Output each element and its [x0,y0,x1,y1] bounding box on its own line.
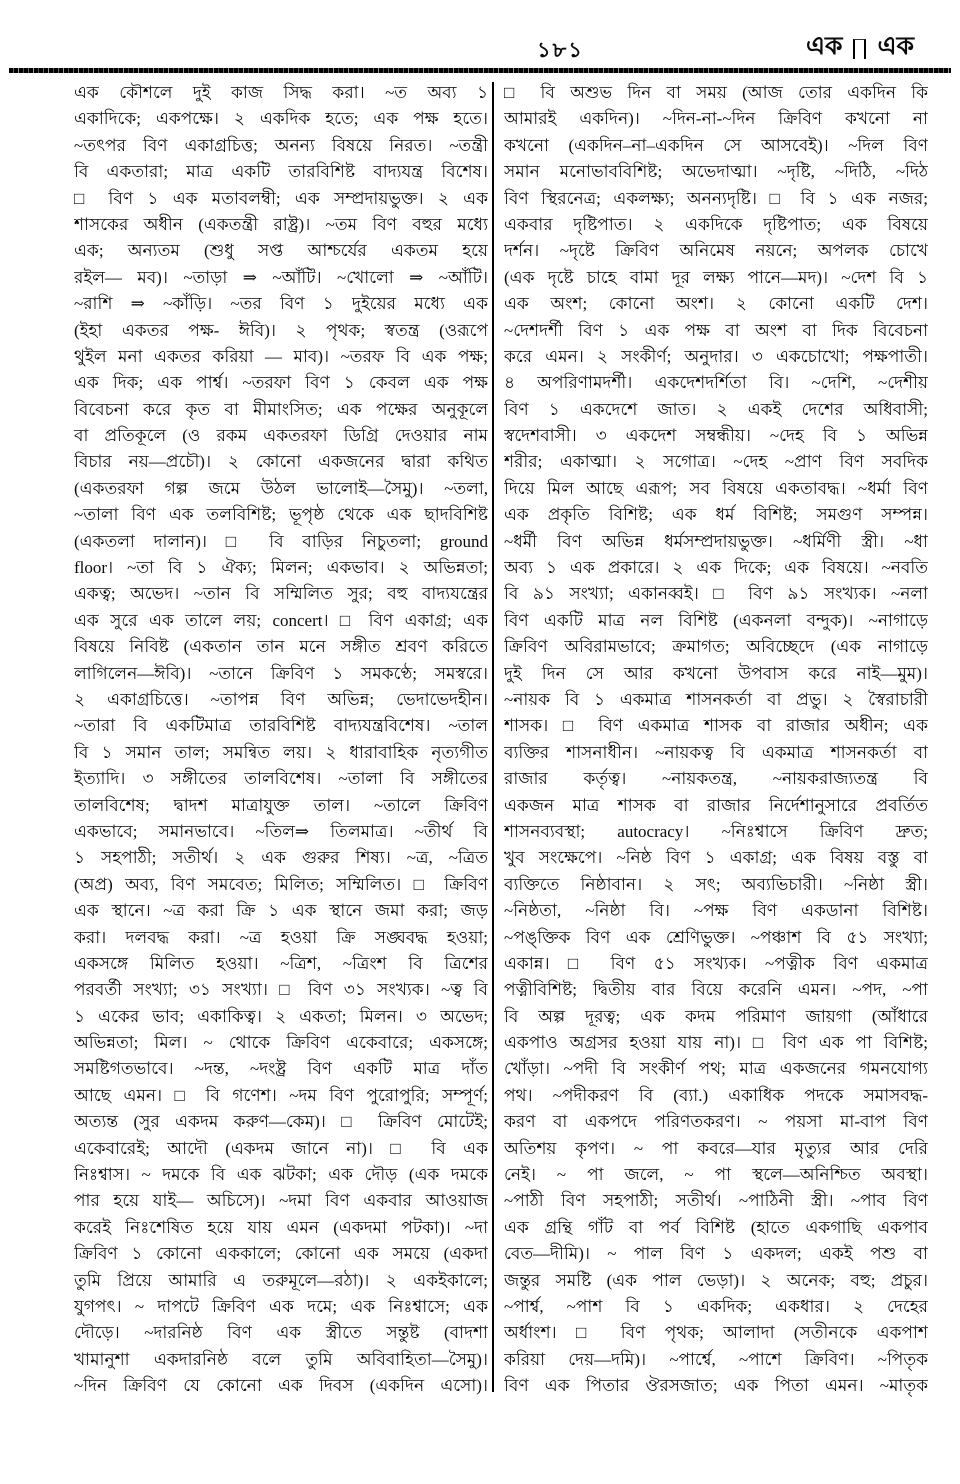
text-line: ক্রিবিণ অবিরামভাবে; ক্রমাগত; অবিচ্ছেদে (এক নাগাড়ে [504,637,928,657]
text-line: ১ একের ভাব; একাকিত্ব। ২ একতা; মিলন। ৩ অভেদ; [74,1006,488,1026]
text-line: ~নায়ক বি ১ একমাত্র শাসনকর্তা বা প্রভু। ২ স্বৈরাচারী [504,689,928,709]
text-line: বিণ স্থিরনেত্র; একলক্ষ্য; অনন্যদৃষ্টি। □ বি ১ এক নজর; [504,188,928,208]
text-line: ~তারা বি একটিমাত্র তারবিশিষ্ট বাদ্যযন্ত্রবিশেষ। ~তাল [74,716,488,736]
text-line: □ বি অশুভ দিন বা সময় (আজ তোর একদিন কি [504,83,928,102]
text-line: তালবিশেষ; দ্বাদশ মাত্রাযুক্ত তাল। ~তালে ক্রিবিণ [74,795,488,815]
text-line: একজন মাত্র শাসক বা রাজার নির্দেশানুসারে প্রবর্তিত [504,795,928,815]
text-line: খামানুশা একদারনিষ্ঠ বলে তুমি অবিবাহিতা—সৈমু)। [74,1349,488,1369]
text-line: অতিশয় কৃপণ। ~ পা কবরে—যার মৃত্যুর আর দেরি [504,1138,928,1158]
text-line: পথ। ~পদীকরণ বি (ব্যা.) একাধিক পদকে সমাসবদ্ধ- [504,1085,928,1105]
text-line: ব্যক্তির শাসনাধীন। ~নায়কত্ব বি একমাত্র শাসনকর্তা বা [504,742,928,762]
text-line: এক অংশ; কোনো অংশ। ২ কোনো একটি দেশ। [504,294,928,314]
text-line: অত্যন্ত (সুর একদম করুণ—কেম)। □ ক্রিবিণ মোটেই; [74,1112,488,1132]
text-line: লাগিলেন—ঈবি)। ~তানে ক্রিবিণ ১ সমকণ্ঠে; সমস্বরে। [74,663,488,683]
text-line: (ইহা একতর পক্ষ- ঈবি)। ২ পৃথক; স্বতন্ত্র (ওরূপে [74,320,488,340]
text-line: ~দেশদর্শী বিণ ১ এক পক্ষ বা অংশ বা দিক বিবেচনা [504,320,928,340]
text-line: শাসকের অধীন (একতন্ত্রী রাষ্ট্র)। ~তম বিণ বহুর মধ্যে [74,214,488,234]
text-line: বি ৯১ সংখ্যা; একানব্বই। □ বিণ ৯১ সংখ্যক। ~নলা [504,584,928,604]
text-line: করিয়া দেয়—দমি)। ~পার্শ্বে, ~পাশে ক্রিবিণ। ~পিতৃক [504,1349,928,1369]
text-line: বেত—দীমি)। ~ পাল বিণ ১ একদল; একই পশু বা [504,1244,928,1264]
text-line: আমারই একদিন)। ~দিন-না-~দিন ক্রিবিণ কখনো না [504,109,928,129]
text-line: একভাবে; সমানভাবে। ~তিল⇒ তিলমাত্র। ~তীর্থ বি [74,821,488,841]
text-line: করেই নিঃশেষিত হয়ে যায় এমন (একদমা পটকা)। ~দা [74,1217,488,1237]
text-line: ~পাঠী বিণ সহপাঠী; সতীর্থ। ~পাঠিনী স্ত্রী। ~পাব বিণ [504,1191,928,1211]
text-line: রইল— মব)। ~তাড়া ⇒ ~আঁটি। ~খোলো ⇒ ~আঁটি। [74,267,488,287]
text-line: করা। দলবদ্ধ করা। ~ত্র হওয়া ক্রি সঙ্ঘবদ্ধ হওয়া; [74,927,488,947]
column-divider [492,82,494,1392]
text-line: একান্ন। □ বিণ ৫১ সংখ্যক। ~পত্নীক বিণ একমাত্র [504,953,928,973]
text-line: এক স্থানে। ~ত্র করা ক্রি ১ এক স্থানে জমা করা; জড় [74,901,488,921]
text-line: সমষ্টিগতভাবে। ~দন্ত, ~দংষ্ট্র বিণ একটি মাত্র দাঁত [74,1059,488,1079]
text-line: বিণ একটি মাত্র নল বিশিষ্ট (একনলা বন্দুক)। ~নাগাড়ে [504,610,928,630]
text-line: স্বদেশবাসী। ৩ একদেশ সম্বন্ধীয়। ~দেহ বি ১ অভিন্ন [504,426,928,446]
text-line: পত্নীবিশিষ্ট; দ্বিতীয় বার বিয়ে করেনি এমন। ~পদ, ~পা [504,980,928,1000]
text-line: ~দিন ক্রিবিণ যে কোনো এক দিবস (একদিন এসো)। [74,1376,488,1396]
text-line: দিয়ে মিল আছে এরূপ; সব বিষয়ে একতাবদ্ধ। ~ধর্মা বিণ [504,478,928,498]
text-line: করণ বা একপদে পরিণতকরণ। ~ পয়সা মা-বাপ বিণ [504,1112,928,1132]
guide-word-left: এক [805,33,843,60]
text-line: বি একতারা; মাত্র একটি তারবিশিষ্ট বাদ্যযন্ত্র বিশেষ। [74,162,488,182]
text-line: এক দিক; এক পার্শ্ব। ~তরফা বিণ ১ কেবল এক পক্ষ [74,373,488,393]
text-line: বিষয়ে নিবিষ্ট (একতান তান মনে সঙ্গীত শ্রবণ করিতে [74,637,488,657]
text-line: যুগপৎ। ~ দাপটে ক্রিবিণ এক দমে; এক নিঃশ্বাসে; এক [74,1296,488,1316]
text-line: তুমি প্রিয়ে আমারি এ তরুমূলে—রঠা)। ২ একইকালে; [74,1270,488,1290]
text-line: রাজার কর্তৃত্ব। ~নায়কতন্ত্র, ~নায়করাজ্যতন্ত্র বি [504,769,928,789]
text-line: বা প্রতিকূলে (ও রকম একতরফা ডিগ্রি দেওয়ার নাম [74,426,488,446]
text-line: একপাও অগ্রসর হওয়া যায় না)। □ বিণ এক পা বিশিষ্ট; [504,1033,928,1053]
text-line: এক গ্রন্থি গাঁট বা পর্ব বিশিষ্ট (হাতে একগাছি একপাব [504,1217,928,1237]
text-line: ১ সহপাঠী; সতীর্থ। ২ এক গুরুর শিষ্য। ~ত্র, ~ত্রিত [74,848,488,868]
guide-word-right: এক [877,33,914,60]
text-line: আছে এমন। □ বি গণেশ। ~দম বিণ পুরোপুরি; সম্পূর্ণ; [74,1085,488,1105]
text-line: ~তৎপর বিণ একাগ্রচিত্ত; অনন্য বিষয়ে নিরত। ~তন্ত্রী [74,135,488,155]
text-line: নেই। ~ পা জলে, ~ পা স্থলে—অনিশ্চিত অবস্থা। [504,1165,928,1185]
text-line: বিবেচনা করে কৃত বা মীমাংসিত; এক পক্ষের অনুকূলে [74,399,488,419]
text-line: একেবারেই; আদৌ (একদম জানে না)। □ বি এক [74,1138,488,1158]
text-line: ৪ অপরিণামদর্শী। একদেশদর্শিতা বি। ~দেশি, ~দেশীয় [504,373,928,393]
text-column-left [74,80,488,1400]
text-line: জন্তুর সমষ্টি (এক পাল ভেড়া)। ২ অনেক; বহু; প্রচুর। [504,1270,928,1290]
text-line: পরবর্তী সংখ্যা; ৩১ সংখ্যা। □ বিণ ৩১ সংখ্যক। ~ত্ব বি [74,980,488,1000]
text-line: অভিন্নতা; মিল। ~ থোকে ক্রিবিণ একেবারে; একসঙ্গে; [74,1033,488,1053]
text-line: ~রাশি ⇒ ~কাঁড়ি। ~তর বিণ ১ দুইয়ের মধ্যে এক [74,294,488,314]
text-line: ~পার্শ্ব, ~পাশ বি ১ একদিক; একধার। ২ দেহের [504,1296,928,1316]
text-line: একাদিকে; একপক্ষে। ২ একদিক হতে; এক পক্ষ হতে। [74,109,488,129]
text-line: বিণ ১ একদেশে জাত। ২ একই দেশের অধিবাসী; [504,399,928,419]
text-line: এক কৌশলে দুই কাজ সিদ্ধ করা। ~ত অব্য ১ [74,83,488,102]
text-column-right [504,80,928,1400]
text-line: সমান মনোভাববিশিষ্ট; অভেদাত্মা। ~দৃষ্টি, ~দিঠি, ~দিঠ [504,162,928,182]
page-number: ১৮১ [537,38,584,62]
text-line: অব্য ১ এক প্রকারে। ২ এক দিকে; এক বিষয়ে। ~নবতি [504,558,928,578]
text-line: শরীর; একাত্মা। ২ সগোত্র। ~দেহ ~প্রাণ বিণ সবদিক [504,452,928,472]
text-line: খুব সংক্ষেপে। ~নিষ্ঠ বিণ ১ একাগ্র; এক বিষয় বস্তু বা [504,848,928,868]
text-line: পার হয়ে যাই— অচিসে)। ~দমা বিণ একবার আওয়াজ [74,1191,488,1211]
text-line: অর্ধাংশ। □ বিণ পৃথক; আলাদা (সতীনকে একপাশ [504,1323,928,1343]
text-line: কখনো (একদিন–না–একদিন সে আসবেই)। ~দিল বিণ [504,135,928,155]
text-line: একসঙ্গে মিলিত হওয়া। ~ত্রিশ, ~ত্রিংশ বি ত্রিশের [74,953,488,973]
text-line: খোঁড়া। ~পদী বি সংকীর্ণ পথ; মাত্র একজনের গমনযোগ্য [504,1059,928,1079]
text-line: দৌড়ে। ~দারনিষ্ঠ বিণ এক স্ত্রীতে সন্তুষ্ট (বাদশা [74,1323,488,1343]
text-line: একবার দৃষ্টিপাত। ২ একদিকে দৃষ্টিপাত; এক বিষয়ে [504,214,928,234]
text-line: (একতলা দালান)। □ বি বাড়ির নিচুতলা; ground [74,531,488,551]
text-line: এক; অন্যতম (শুধু সপ্ত আশ্চর্যের একতম হয়ে [74,241,488,261]
text-line: ~ধর্মী বিণ অভিন্ন ধর্মসম্প্রদায়ভুক্ত। ~ধর্মিণী স্ত্রী। ~ধা [504,531,928,551]
text-line: বিচার নয়—প্রচৌ)। ২ কোনো একজনের দ্বারা কথিত [74,452,488,472]
text-line: ~নিষ্ঠতা, ~নিষ্ঠা বি। ~পক্ষ বিণ একডানা বিশিষ্ট। [504,901,928,921]
text-line: ২ একাগ্রচিত্তে। ~তাপন্ন বিণ অভিন্ন; ভেদাভেদহীন। [74,689,488,709]
text-line: (একতরফা গল্প জমে উঠল ভালোই—সৈমু)। ~তলা, [74,478,488,498]
text-line: ~তালা বিণ এক তলবিশিষ্ট; ভূপৃষ্ঠ থেকে এক ছাদবিশিষ্ট [74,505,488,525]
dictionary-columns [0,73,960,1400]
text-line: □ বিণ ১ এক মতাবলম্বী; এক সম্প্রদায়ভুক্ত। ২ এক [74,188,488,208]
text-line: ~পঙ্‌ক্তিক বিণ এক শ্রেণিভুক্ত। ~পঞ্চাশ বি ৫১ সংখ্যা; [504,927,928,947]
text-line: (অপ্র) অব্য, বিণ সমবেত; মিলিত; সম্মিলিত। □ ক্রিবিণ [74,874,488,894]
text-line: বিণ এক পিতার ঔরসজাত; এক পিতা এমন। ~মাতৃক [504,1376,928,1396]
text-line: বি ১ সমান তাল; সমন্বিত লয়। ২ ধারাবাহিক নৃত্যগীত [74,742,488,762]
text-line: এক সুরে এক তালে লয়; concert। □ বিণ একাগ্র; এক [74,610,488,630]
guide-word [806,26,914,69]
text-line: থুইল মনা একতর করিয়া — মাব)। ~তরফ বি এক পক্ষ; [74,346,488,366]
text-line: শাসনব্যবস্থা; autocracy। ~নিঃশ্বাসে ক্রিবিণ দ্রুত; [504,821,928,841]
text-line: (এক দৃষ্টে চাহে বামা দূর লক্ষ্য পানে—মদ)। ~দেশ বি ১ [504,267,928,287]
page-header [0,0,960,68]
text-line: করে এমন। ২ সংকীর্ণ; অনুদার। ৩ একচোখো; পক্ষপাতী। [504,346,928,366]
text-line: ব্যক্তিতে নিষ্ঠাবান। ২ সৎ; অব্যভিচারী। ~নিষ্ঠা স্ত্রী। [504,874,928,894]
text-line: এক প্রকৃতি বিশিষ্ট; এক ধর্ম বিশিষ্ট; সমগুণ সম্পন্ন। [504,505,928,525]
text-line: floor। ~তা বি ১ ঐক্য; মিলন; একভাব। ২ অভিন্নতা; [74,558,488,578]
text-line: দুই দিন সে আর কখনো উপবাস করে নাই—মুম)। [504,663,928,683]
text-line: বি অল্প দূরত্ব; এক কদম পরিমাণ জায়গা (আঁধারে [504,1006,928,1026]
text-line: শাসক। □ বিণ একমাত্র শাসক বা রাজার অধীন; এক [504,716,928,736]
text-line: একত্ব; অভেদ। ~তান বি সম্মিলিত সুর; বহু বাদ্যযন্ত্রের [74,584,488,604]
text-line: নিঃশ্বাস। ~ দমকে বি এক ঝটকা; এক দৌড় (এক দমকে [74,1165,488,1185]
guide-separator-box-icon [853,39,866,59]
text-line: ইত্যাদি। ৩ সঙ্গীতের তালবিশেষ। ~তালা বি সঙ্গীতের [74,769,488,789]
text-line: ক্রিবিণ ১ কোনো এককালে; কোনো এক সময়ে (একদা [74,1244,488,1264]
text-line: দর্শন। ~দৃষ্টে ক্রিবিণ অনিমেষ নয়নে; অপলক চোখে [504,241,928,261]
